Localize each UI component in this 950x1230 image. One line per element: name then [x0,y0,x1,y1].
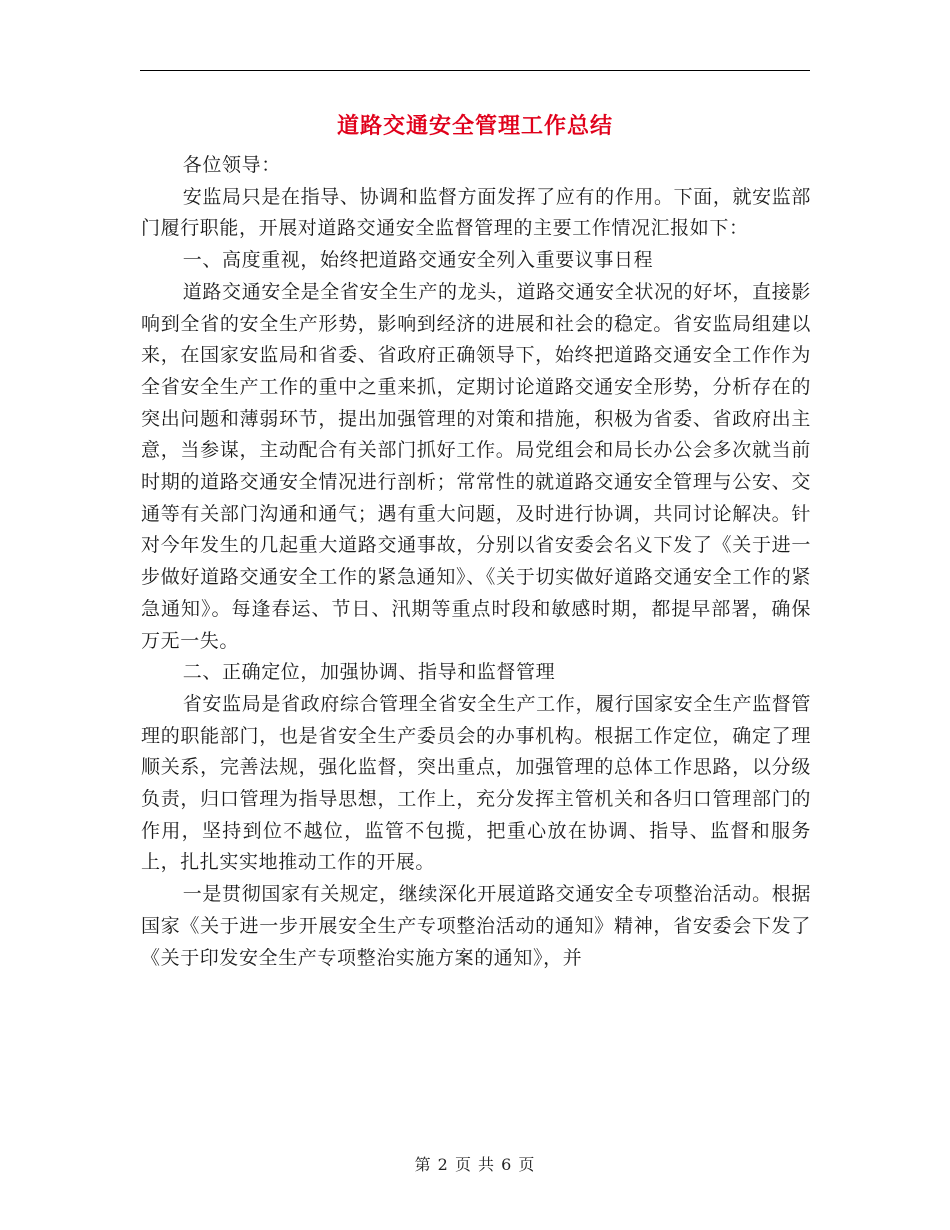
paragraph-section-1: 道路交通安全是全省安全生产的龙头，道路交通安全状况的好坏，直接影响到全省的安全生产形势，影响到经济的进展和社会的稳定。省安监局组建以来，在国家安监局和省委、省政府正确领导下，始终把道路交通安全工作作为全省安全生产工作的重中之重来抓，定期讨论道路交通安全形势，分析存在的突出问题和薄弱环节，提出加强管理的对策和措施，积极为省委、省政府出主意，当参谋，主动配合有关部门抓好工作。局党组会和局长办公会多次就当前时期的道路交通安全情况进行剖析；常常性的就道路交通安全管理与公安、交通等有关部门沟通和通气；遇有重大问题，及时进行协调，共同讨论解决。针对今年发生的几起重大道路交通事故，分别以省安委会名义下发了《关于进一步做好道路交通安全工作的紧急通知》、《关于切实做好道路交通安全工作的紧急通知》。每逢春运、节日、汛期等重点时段和敏感时期，都提早部署，确保万无一失。 [141,280,811,652]
document-title: 道路交通安全管理工作总结 [336,113,613,139]
header-rule [140,70,810,71]
page-number-footer: 第 2 页 共 6 页 [414,1155,536,1174]
paragraph-salutation: 各位领导： [182,154,281,176]
paragraph-section-2: 省安监局是省政府综合管理全省安全生产工作，履行国家安全生产监督管理的职能部门，也是省安全生产委员会的办事机构。根据工作定位，确定了理顺关系，完善法规，强化监督，突出重点，加强管理的总体工作思路，以分级负责，归口管理为指导思想，工作上，充分发挥主管机关和各归口管理部门的作用，坚持到位不越位，监管不包揽，把重心放在协调、指导、监督和服务上，扎扎实实地推动工作的开展。 [141,692,811,874]
paragraph-intro: 安监局只是在指导、协调和监督方面发挥了应有的作用。下面，就安监部门履行职能，开展对道路交通安全监督管理的主要工作情况汇报如下： [141,185,811,240]
section-heading-1: 一、高度重视，始终把道路交通安全列入重要议事日程 [182,249,654,272]
section-heading-2: 二、正确定位，加强协调、指导和监督管理 [182,661,556,684]
document-body [141,150,811,974]
paragraph-item-1: 一是贯彻国家有关规定，继续深化开展道路交通安全专项整治活动。根据国家《关于进一步开展安全生产专项整治活动的通知》精神，省安委会下发了《关于印发安全生产专项整治实施方案的通知》，并 [141,883,811,969]
